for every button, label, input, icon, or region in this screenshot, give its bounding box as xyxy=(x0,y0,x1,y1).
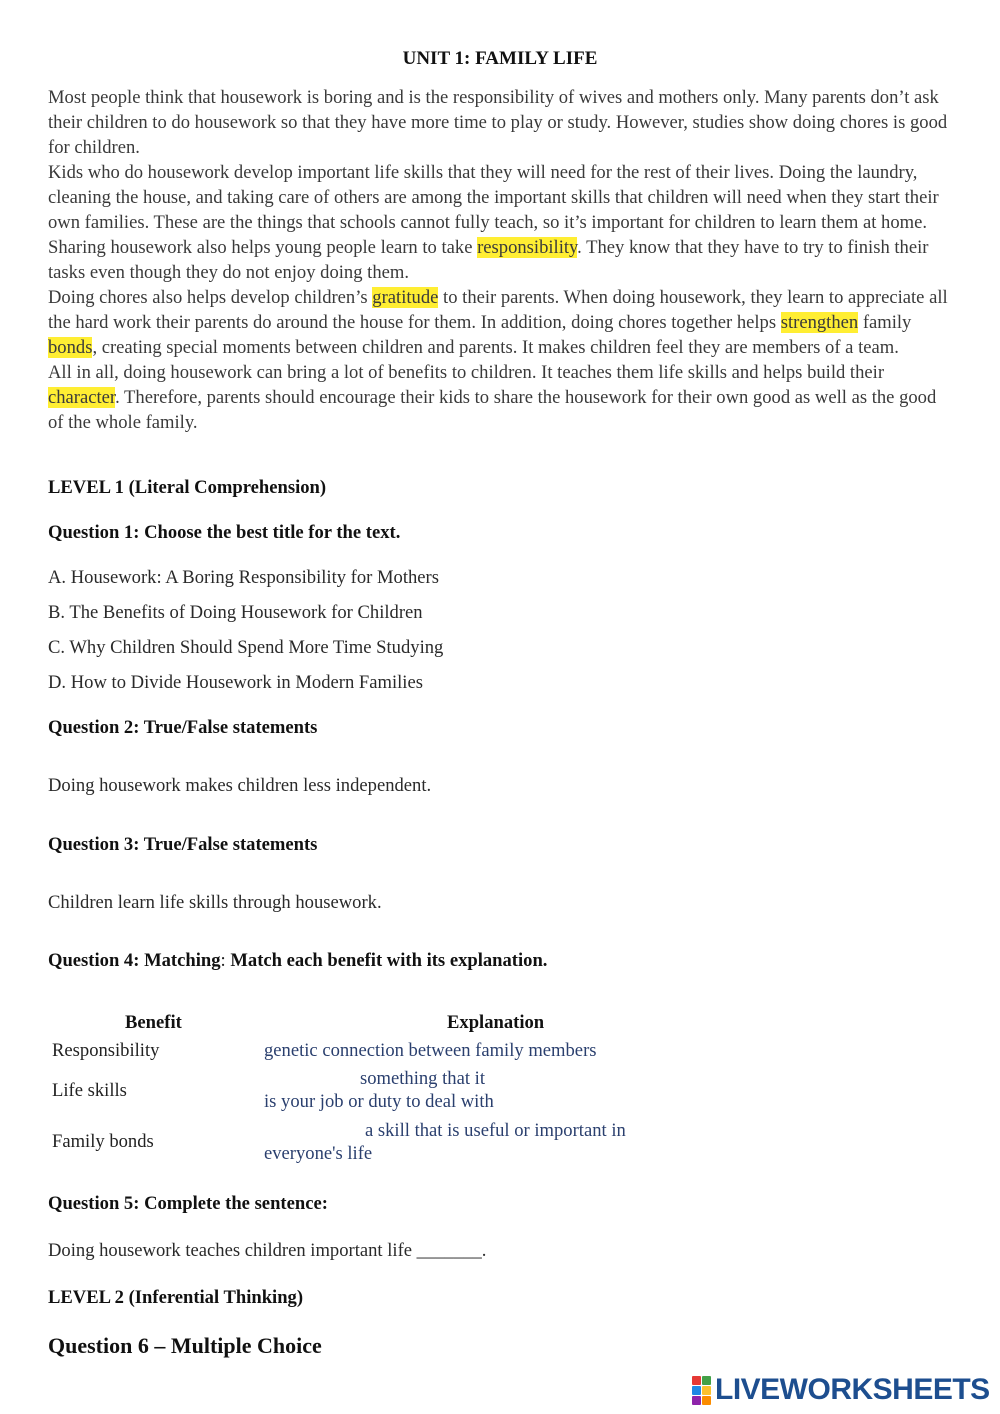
question-4-heading xyxy=(48,950,547,972)
reading-passage xyxy=(48,85,948,435)
passage-text: Kids who do housework develop important life skills that they will need for the rest of their lives. Doing the laundry, cleaning the house, and taking care of others are among the important skills that children will need when they start their own families. These are the things that schools cannot fully teach, so it’s important for children to learn them at home. Sharing housework also helps young people learn to take xyxy=(48,162,939,258)
question-1-heading: Question 1: Choose the best title for the text. xyxy=(48,522,401,543)
passage-paragraph-3 xyxy=(48,285,948,360)
highlight-bonds: bonds xyxy=(48,337,93,358)
q4-heading-instruction: Match each benefit with its explanation. xyxy=(230,950,548,971)
highlight-gratitude: gratitude xyxy=(372,287,439,308)
q1-option-c[interactable]: C. Why Children Should Spend More Time Studying xyxy=(48,637,444,658)
liveworksheets-logo-text: LIVEWORKSHEETS xyxy=(715,1373,990,1406)
liveworksheets-logo-icon xyxy=(692,1376,711,1405)
passage-text: . They know that they have to try to finish their tasks even though they do not enjoy doing them. xyxy=(48,237,929,283)
logo-tile xyxy=(692,1376,701,1385)
passage-paragraph-4 xyxy=(48,360,948,435)
benefit-responsibility[interactable]: Responsibility xyxy=(52,1040,160,1061)
explanation-2-line-1: something that it xyxy=(360,1068,485,1089)
passage-text: to their parents. When doing housework, they learn to appreciate all the hard work their parents do around the house for them. In addition, doing chores together helps xyxy=(48,287,948,333)
passage-text: , creating special moments between children and parents. It makes children feel they are members of a team. xyxy=(92,337,899,358)
page-title: UNIT 1: FAMILY LIFE xyxy=(402,48,598,69)
benefit-family-bonds[interactable]: Family bonds xyxy=(52,1131,154,1152)
column-header-benefit: Benefit xyxy=(125,1012,182,1033)
q3-statement: Children learn life skills through housework. xyxy=(48,892,382,913)
logo-tile xyxy=(692,1386,701,1395)
q4-heading-colon: : xyxy=(220,950,231,971)
q5-sentence[interactable]: Doing housework teaches children important life _______. xyxy=(48,1240,487,1261)
explanation-3-line-2: everyone's life xyxy=(264,1143,373,1164)
explanation-3-line-1: a skill that is useful or important in xyxy=(365,1120,626,1141)
column-header-explanation: Explanation xyxy=(447,1012,545,1033)
logo-tile xyxy=(702,1376,711,1385)
highlight-responsibility: responsibility xyxy=(477,237,578,258)
passage-text: All in all, doing housework can bring a lot of benefits to children. It teaches them life skills and helps build their xyxy=(48,362,885,383)
question-5-heading: Question 5: Complete the sentence: xyxy=(48,1193,328,1214)
highlight-strengthen: strengthen xyxy=(780,312,859,333)
passage-text: Most people think that housework is boring and is the responsibility of wives and mothers only. Many parents don’t ask their children to do housework so that they have more time to play or study. However, studies show doing chores is good for children. xyxy=(48,87,948,158)
level-2-heading: LEVEL 2 (Inferential Thinking) xyxy=(48,1287,304,1308)
benefit-life-skills[interactable]: Life skills xyxy=(52,1080,127,1101)
highlight-character: character xyxy=(48,387,116,408)
q1-option-a[interactable]: A. Housework: A Boring Responsibility for Mothers xyxy=(48,567,439,588)
liveworksheets-logo[interactable] xyxy=(692,1372,990,1408)
explanation-2-line-2: is your job or duty to deal with xyxy=(264,1091,494,1112)
q4-heading-label: Question 4: Matching xyxy=(48,950,221,971)
explanation-1[interactable] xyxy=(264,1039,597,1062)
explanation-1-text: genetic connection between family members xyxy=(264,1040,597,1061)
question-6-heading: Question 6 – Multiple Choice xyxy=(48,1333,322,1358)
explanation-3[interactable] xyxy=(264,1119,626,1165)
q1-option-b[interactable]: B. The Benefits of Doing Housework for Children xyxy=(48,602,423,623)
q1-option-d[interactable]: D. How to Divide Housework in Modern Families xyxy=(48,672,423,693)
logo-tile xyxy=(692,1396,701,1405)
level-1-heading: LEVEL 1 (Literal Comprehension) xyxy=(48,477,327,498)
passage-text: family xyxy=(858,312,912,333)
passage-paragraph-1 xyxy=(48,85,948,160)
passage-text: Doing chores also helps develop children’s xyxy=(48,287,373,308)
passage-text: . Therefore, parents should encourage their kids to share the housework for their own good as well as the good of the whole family. xyxy=(48,387,937,433)
logo-tile xyxy=(702,1386,711,1395)
logo-tile xyxy=(702,1396,711,1405)
explanation-2[interactable] xyxy=(264,1067,494,1113)
question-3-heading: Question 3: True/False statements xyxy=(48,834,318,855)
q2-statement: Doing housework makes children less independent. xyxy=(48,775,432,796)
passage-paragraph-2 xyxy=(48,160,948,285)
question-2-heading: Question 2: True/False statements xyxy=(48,717,318,738)
